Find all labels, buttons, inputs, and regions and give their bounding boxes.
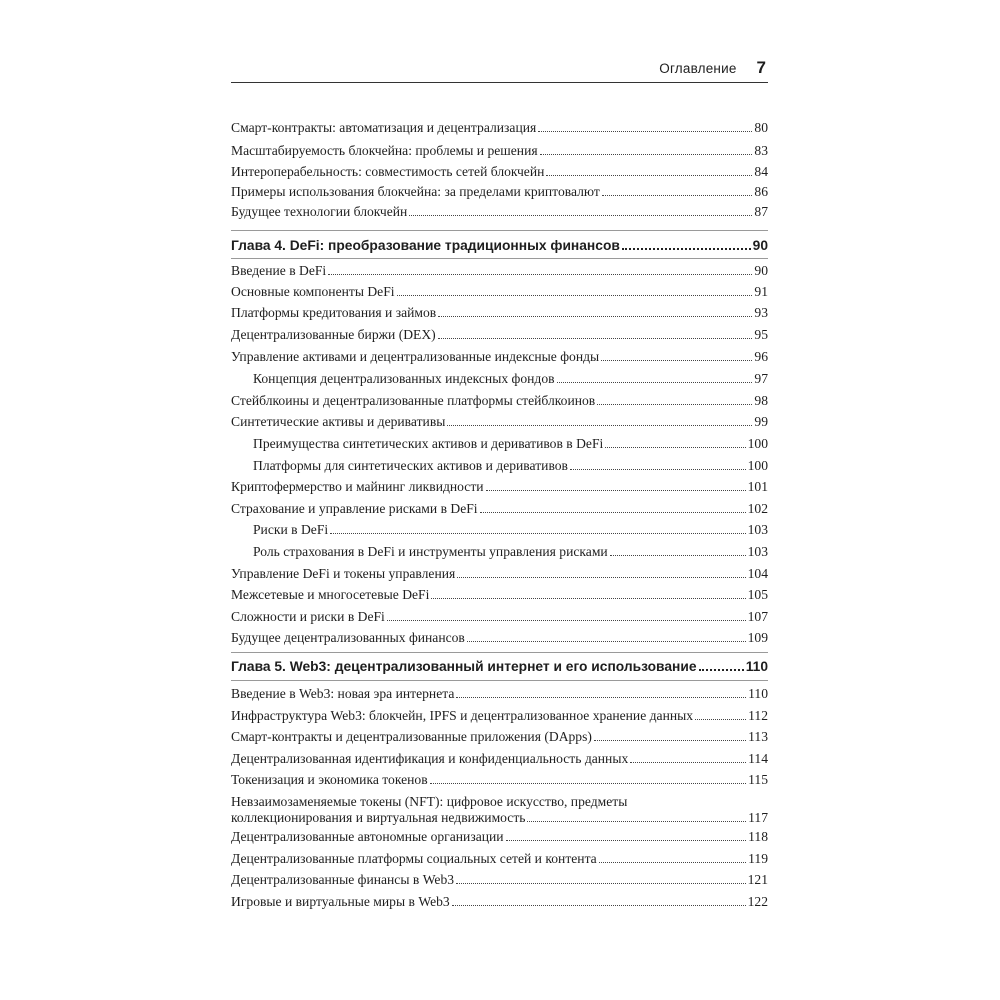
page-number: 7 xyxy=(756,58,766,77)
toc-entry xyxy=(231,393,768,409)
toc-entry-title: Синтетические активы и деривативы xyxy=(231,414,446,429)
book-page xyxy=(231,0,768,1000)
toc-entry-title: Роль страхования в DeFi и инструменты управления рисками xyxy=(253,544,608,559)
dot-leader xyxy=(597,404,752,405)
toc-entry xyxy=(231,751,768,767)
toc-entry xyxy=(231,204,768,220)
toc-entry xyxy=(231,349,768,365)
toc-entry-title: Межсетевые и многосетевые DeFi xyxy=(231,587,430,602)
dot-leader xyxy=(699,669,744,671)
dot-leader xyxy=(601,360,752,361)
toc-entry-page: 80 xyxy=(754,120,768,135)
toc-entry-title: Управление активами и децентрализованные индексные фонды xyxy=(231,349,600,364)
toc-entry xyxy=(231,630,768,646)
dot-leader xyxy=(447,425,752,426)
toc-entry-title: Введение в DeFi xyxy=(231,263,327,278)
toc-entry-page: 99 xyxy=(754,414,768,429)
toc-entry xyxy=(231,371,768,387)
dot-leader xyxy=(438,338,753,339)
toc-entry-page: 103 xyxy=(747,522,768,537)
toc-entry xyxy=(231,164,768,180)
toc-entry-title: коллекционирования и виртуальная недвижимость xyxy=(231,810,526,825)
dot-leader xyxy=(438,316,752,317)
dot-leader xyxy=(630,762,746,763)
toc-entry-title: Введение в Web3: новая эра интернета xyxy=(231,686,455,701)
chapter-separator xyxy=(231,230,768,231)
toc-entry-page: 105 xyxy=(747,587,768,602)
toc-entry-title: Сложности и риски в DeFi xyxy=(231,609,385,624)
toc-entry-page: 84 xyxy=(754,164,768,179)
toc-entry-title: Управление DeFi и токены управления xyxy=(231,566,456,581)
toc-entry-title: Интероперабельность: совместимость сетей блокчейн xyxy=(231,164,545,179)
toc-entry xyxy=(231,458,768,474)
chapter-separator xyxy=(231,680,768,681)
dot-leader xyxy=(456,697,746,698)
toc-entry xyxy=(231,120,768,136)
toc-entry xyxy=(231,708,768,724)
running-header xyxy=(231,58,768,80)
toc-entry-title: Децентрализованные финансы в Web3 xyxy=(231,872,455,887)
toc-entry-title: Децентрализованные платформы социальных сетей и контента xyxy=(231,851,597,866)
toc-entry-page: 119 xyxy=(748,851,768,866)
toc-entry-page: 97 xyxy=(754,371,768,386)
toc-entry xyxy=(231,829,768,845)
toc-entry-page: 86 xyxy=(754,184,768,199)
toc-entry xyxy=(231,414,768,430)
dot-leader xyxy=(480,512,746,513)
dot-leader xyxy=(387,620,746,621)
toc-entry-title: Децентрализованная идентификация и конфиденциальность данных xyxy=(231,751,629,766)
toc-entry-title: Глава 4. DeFi: преобразование традиционных финансов xyxy=(231,238,620,253)
toc-entry-page: 95 xyxy=(754,327,768,342)
dot-leader xyxy=(506,840,747,841)
dot-leader xyxy=(486,490,746,491)
toc-entry-page: 91 xyxy=(754,284,768,299)
toc-entry xyxy=(231,544,768,560)
dot-leader xyxy=(456,883,746,884)
dot-leader xyxy=(430,783,746,784)
section-title: Оглавление xyxy=(659,61,737,76)
chapter-separator xyxy=(231,258,768,259)
toc-entry-title: Глава 5. Web3: децентрализованный интернет и его использование xyxy=(231,659,697,674)
toc-entry xyxy=(231,263,768,279)
toc-entry xyxy=(231,772,768,788)
dot-leader xyxy=(527,821,746,822)
toc-entry xyxy=(231,686,768,702)
toc-entry-page: 110 xyxy=(745,659,768,674)
toc-entry-page: 115 xyxy=(748,772,768,787)
toc-entry-title: Примеры использования блокчейна: за пределами криптовалют xyxy=(231,184,600,199)
toc-entry xyxy=(231,479,768,495)
toc-entry-page: 93 xyxy=(754,305,768,320)
toc-entry-page: 121 xyxy=(747,872,768,887)
dot-leader xyxy=(409,215,752,216)
toc-entry-page: 109 xyxy=(747,630,768,645)
toc-entry xyxy=(231,894,768,910)
toc-entry-title: Преимущества синтетических активов и деривативов в DeFi xyxy=(253,436,604,451)
toc-entry-title: Страхование и управление рисками в DeFi xyxy=(231,501,478,516)
toc-entry xyxy=(231,305,768,321)
toc-entry-page: 118 xyxy=(748,829,768,844)
toc-entry-title: Будущее децентрализованных финансов xyxy=(231,630,465,645)
toc-entry xyxy=(231,794,768,826)
toc-entry-page: 100 xyxy=(747,458,768,473)
toc-entry-page: 117 xyxy=(748,810,768,825)
dot-leader xyxy=(602,195,753,196)
toc-entry-title: Игровые и виртуальные миры в Web3 xyxy=(231,894,450,909)
toc-entry-title: Будущее технологии блокчейн xyxy=(231,204,408,219)
toc-entry-title: Платформы для синтетических активов и деривативов xyxy=(253,458,568,473)
dot-leader xyxy=(457,577,745,578)
toc-entry xyxy=(231,872,768,888)
toc-entry-title: Масштабируемость блокчейна: проблемы и решения xyxy=(231,143,538,158)
toc-chapter xyxy=(231,238,768,254)
toc-entry-page: 122 xyxy=(747,894,768,909)
toc-entry-page: 90 xyxy=(754,263,768,278)
toc-entry-second-line xyxy=(231,810,768,826)
toc-entry-page: 102 xyxy=(747,501,768,516)
dot-leader xyxy=(594,740,746,741)
toc-entry-title: Децентрализованные автономные организации xyxy=(231,829,504,844)
dot-leader xyxy=(452,905,746,906)
toc-entry-title: Децентрализованные биржи (DEX) xyxy=(231,327,436,342)
dot-leader xyxy=(570,469,746,470)
toc-entry-page: 96 xyxy=(754,349,768,364)
toc-entry-page: 101 xyxy=(747,479,768,494)
dot-leader xyxy=(546,175,752,176)
dot-leader xyxy=(467,641,746,642)
toc-entry xyxy=(231,501,768,517)
dot-leader xyxy=(599,862,746,863)
toc-entry xyxy=(231,587,768,603)
toc-entry-title: Концепция децентрализованных индексных фондов xyxy=(253,371,555,386)
toc-entry xyxy=(231,522,768,538)
toc-entry-page: 98 xyxy=(754,393,768,408)
toc-entry xyxy=(231,184,768,200)
toc-entry xyxy=(231,284,768,300)
toc-entry xyxy=(231,436,768,452)
dot-leader xyxy=(605,447,745,448)
toc-entry-title: Невзаимозаменяемые токены (NFT): цифровое искусство, предметы xyxy=(231,794,628,809)
header-rule xyxy=(231,82,768,83)
toc-entry-title: Токенизация и экономика токенов xyxy=(231,772,428,787)
dot-leader xyxy=(557,382,753,383)
toc-entry-title: Смарт-контракты и децентрализованные приложения (DApps) xyxy=(231,729,592,744)
toc-entry-title: Смарт-контракты: автоматизация и децентрализация xyxy=(231,120,537,135)
toc-entry-title: Основные компоненты DeFi xyxy=(231,284,395,299)
toc-entry xyxy=(231,566,768,582)
dot-leader xyxy=(695,719,746,720)
toc-entry xyxy=(231,851,768,867)
toc-entry-title: Платформы кредитования и займов xyxy=(231,305,437,320)
dot-leader xyxy=(538,131,752,132)
toc-entry-page: 114 xyxy=(748,751,768,766)
toc-entry-title: Стейблкоины и децентрализованные платформы стейблкоинов xyxy=(231,393,596,408)
toc-entry-page: 83 xyxy=(754,143,768,158)
toc-entry-page: 112 xyxy=(748,708,768,723)
toc-entry-title: Инфраструктура Web3: блокчейн, IPFS и децентрализованное хранение данных xyxy=(231,708,694,723)
toc-entry-page: 90 xyxy=(752,238,768,253)
toc-entry xyxy=(231,143,768,159)
toc-entry-page: 113 xyxy=(748,729,768,744)
dot-leader xyxy=(540,154,753,155)
toc-entry xyxy=(231,729,768,745)
dot-leader xyxy=(610,555,746,556)
dot-leader xyxy=(397,295,753,296)
toc-chapter xyxy=(231,659,768,675)
toc-entry-page: 110 xyxy=(748,686,768,701)
dot-leader xyxy=(328,274,752,275)
chapter-separator xyxy=(231,652,768,653)
dot-leader xyxy=(330,533,745,534)
toc-entry xyxy=(231,609,768,625)
toc-entry-title: Криптофермерство и майнинг ликвидности xyxy=(231,479,484,494)
toc-entry-page: 107 xyxy=(747,609,768,624)
toc-entry-title: Риски в DeFi xyxy=(253,522,329,537)
toc-entry-page: 100 xyxy=(747,436,768,451)
dot-leader xyxy=(431,598,745,599)
dot-leader xyxy=(622,248,751,250)
toc-entry-page: 104 xyxy=(747,566,768,581)
toc-entry-page: 103 xyxy=(747,544,768,559)
toc-entry xyxy=(231,327,768,343)
toc-entry-page: 87 xyxy=(754,204,768,219)
